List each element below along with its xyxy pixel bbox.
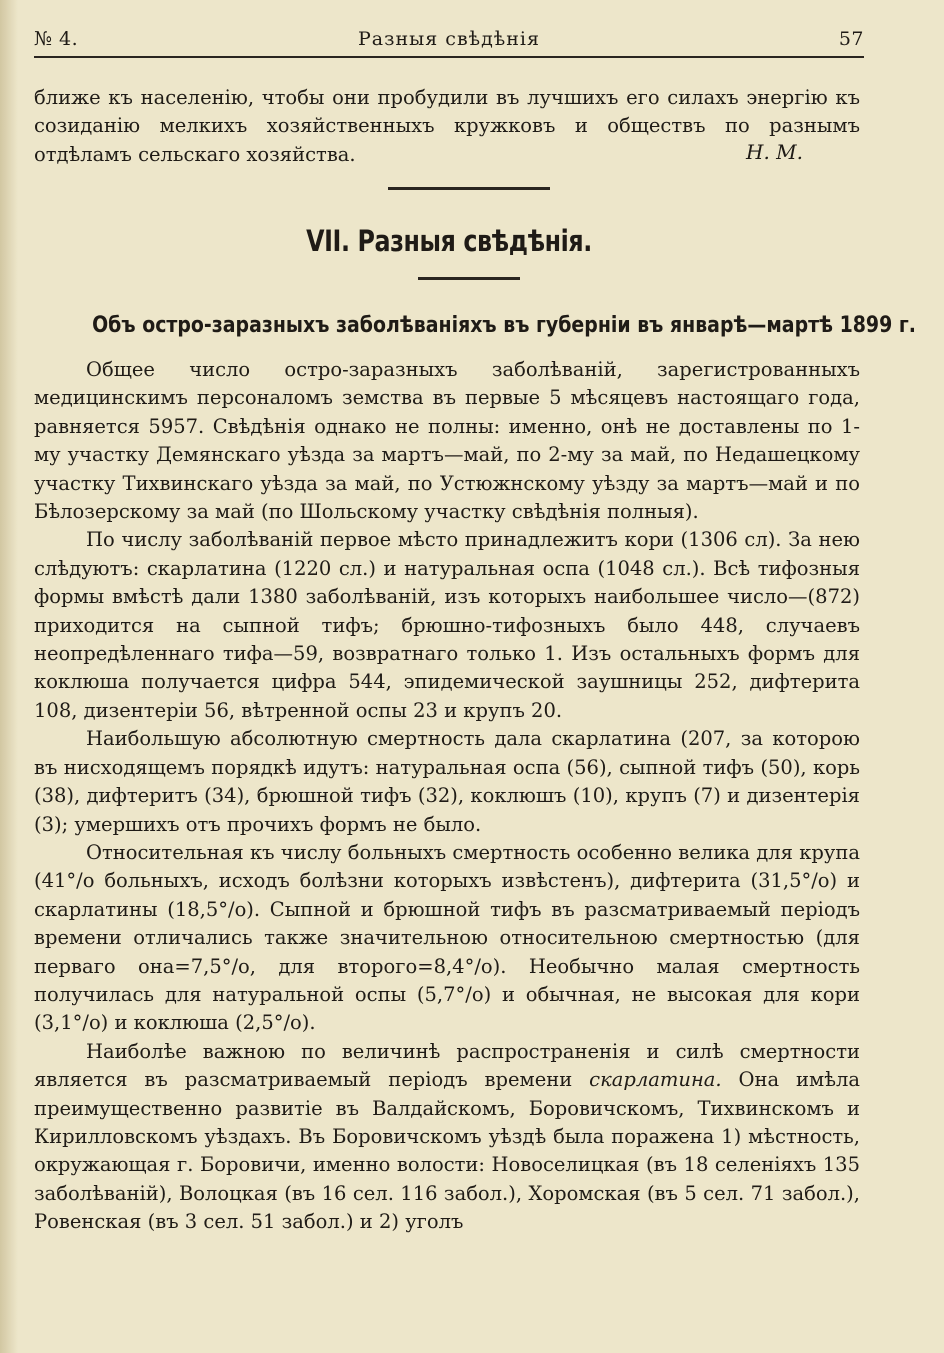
emphasized-word: скарлатина. bbox=[589, 1068, 722, 1092]
page-number: 57 bbox=[838, 28, 864, 50]
paragraph-5-rest: Она имѣла преимущественно развитіе въ Валдайскомъ, Боровичскомъ, Тихвинскомъ и Кирилловскомъ уѣздахъ. Въ Боровичскомъ уѣздѣ была поражена 1) мѣстность, окружающая г. Боровичи, именно волости: Новоселицкая (въ 18 селеніяхъ 135 заболѣваній), Волоцкая (въ 16 сел. 116 забол.), Хоромская (въ 5 сел. 71 забол.), Ровенская (въ 3 сел. 51 забол.) и 2) уголъ bbox=[34, 1068, 860, 1234]
running-title: Разныя свѣдѣнія bbox=[358, 28, 540, 50]
running-header bbox=[34, 26, 864, 54]
paragraph-5-lead: Наиболѣе важною по величинѣ распространенія и силѣ смертности является въ разсматриваемый періодъ времени bbox=[34, 1039, 860, 1092]
paragraph-2: По числу заболѣваній первое мѣсто принадлежитъ кори (1306 сл). За нею слѣдуютъ: скарлатина (1220 сл.) и натуральная оспа (1048 сл.). Всѣ тифозныя формы вмѣстѣ дали 1380 заболѣваній, изъ которыхъ наибольшее число—(872) приходится на сыпной тифъ; брюшно-тифозныхъ было 448, случаевъ неопредѣленнаго тифа—59, возвратнаго только 1. Изъ остальныхъ формъ для коклюша получается цифра 544, эпидемической заушницы 252, дифтерита 108, дизентеріи 56, вѣтренной оспы 23 и крупъ 20. bbox=[34, 528, 860, 722]
paragraph-3: Наибольшую абсолютную смертность дала скарлатина (207, за которою въ нисходящемъ порядкѣ идутъ: натуральная оспа (56), сыпной тифъ (50), корь (38), дифтеритъ (34), брюшной тифъ (32), коклюшъ (10), крупъ (7) и дизентерія (3); умершихъ отъ прочихъ формъ не было. bbox=[34, 727, 860, 836]
title-underline bbox=[418, 277, 520, 280]
section-divider bbox=[388, 187, 550, 190]
article-body bbox=[34, 356, 860, 1237]
paragraph-5 bbox=[34, 1038, 860, 1237]
issue-number: № 4. bbox=[34, 28, 79, 50]
author-signature: Н. М. bbox=[746, 140, 803, 164]
intro-text: ближе къ населенію, чтобы они пробудили въ лучшихъ его силахъ энергію къ созиданію мелкихъ хозяйственныхъ кружковъ и обществъ по разнымъ отдѣламъ сельскаго хозяйства. bbox=[34, 86, 860, 166]
page-gutter-shadow bbox=[0, 0, 18, 1353]
paragraph-1: Общее число остро-заразныхъ заболѣваній, зарегистрованныхъ медицинскимъ персоналомъ земства въ первые 5 мѣсяцевъ настоящаго года, равняется 5957. Свѣдѣнія однако не полны: именно, онѣ не доставлены по 1-му участку Демянскаго уѣзда за мартъ—май, по 2-му за май, по Недашецкому участку Тихвинскаго уѣзда за май, по Устюжнскому уѣзду за мартъ—май и по Бѣлозерскому за май (по Шольскому участку свѣдѣнія полныя). bbox=[34, 358, 860, 524]
article-subtitle: Объ остро-заразныхъ заболѣваніяхъ въ губерніи въ январѣ—мартѣ 1899 г. bbox=[92, 313, 916, 338]
intro-paragraph bbox=[34, 84, 860, 169]
header-rule bbox=[34, 56, 864, 58]
paragraph-4: Относительная къ числу больныхъ смертность особенно велика для крупа (41°/о больныхъ, исходъ болѣзни которыхъ извѣстенъ), дифтерита (31,5°/о) и скарлатины (18,5°/о). Сыпной и брюшной тифъ въ разсматриваемый періодъ времени отличались также значительною относительною смертностью (для перваго она=7,5°/о, для второго=8,4°/о). Необычно малая смертность получилась для натуральной оспы (5,7°/о) и обычная, не высокая для кори (3,1°/о) и коклюша (2,5°/о). bbox=[34, 840, 860, 1035]
section-title: VII. Разныя свѣдѣнія. bbox=[306, 224, 592, 258]
